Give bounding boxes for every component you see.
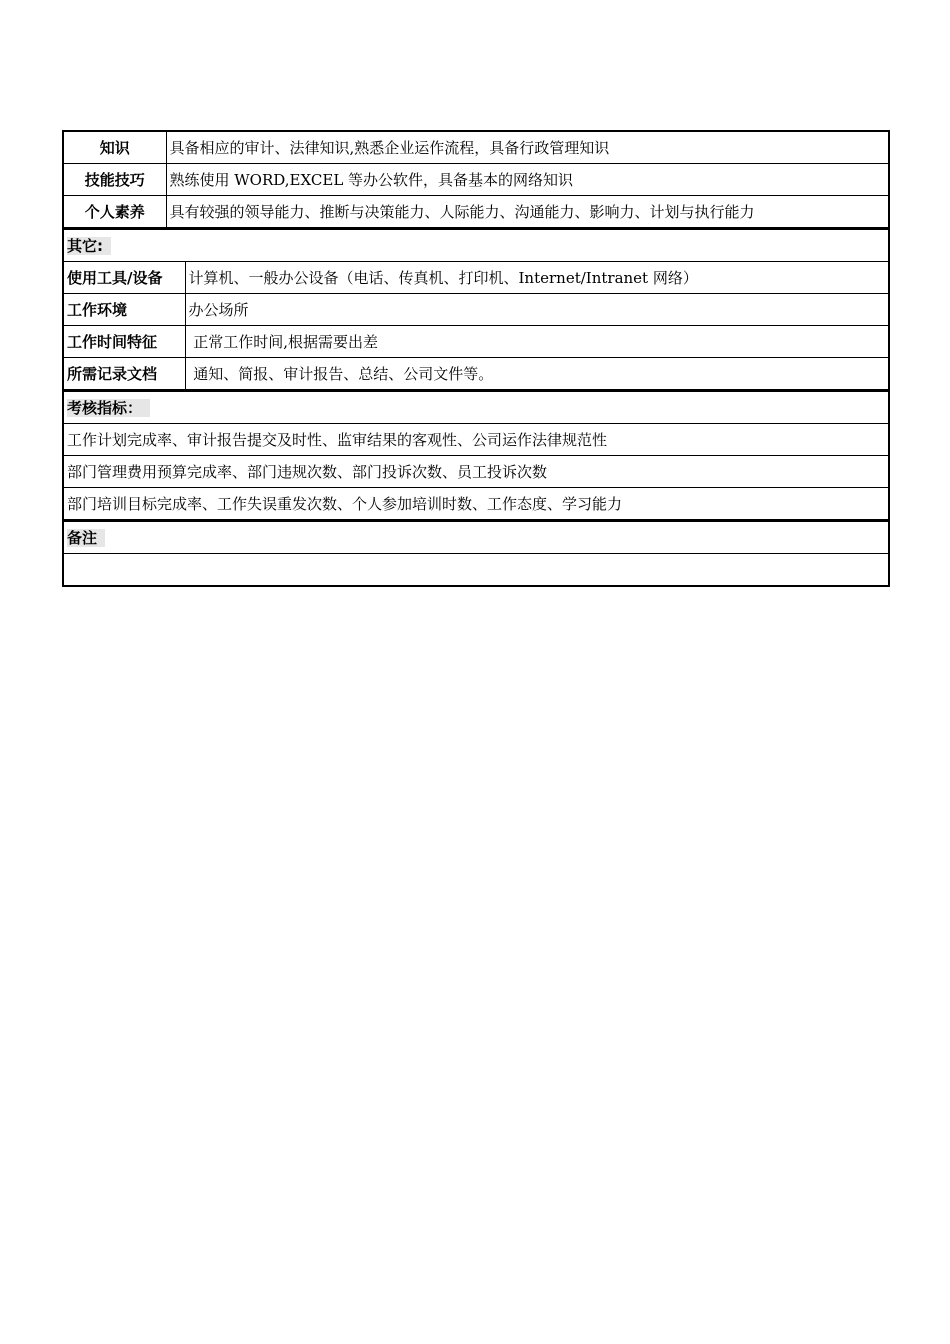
other-section-title: 其它: — [67, 237, 111, 255]
notes-header-row — [63, 522, 889, 554]
notes-section-title: 备注 — [67, 529, 105, 547]
notes-content — [63, 554, 889, 587]
assessment-item-3: 部门培训目标完成率、工作失误重发次数、个人参加培训时数、工作态度、学习能力 — [63, 488, 889, 521]
assessment-item-row — [63, 456, 889, 488]
tools-equipment-label: 使用工具/设备 — [63, 262, 185, 294]
knowledge-value: 具备相应的审计、法律知识,熟悉企业运作流程，具备行政管理知识 — [166, 131, 889, 164]
knowledge-row — [63, 131, 889, 164]
other-table — [62, 229, 890, 391]
assessment-item-1: 工作计划完成率、审计报告提交及时性、监审结果的客观性、公司运作法律规范性 — [63, 424, 889, 456]
assessment-item-2: 部门管理费用预算完成率、部门违规次数、部门投诉次数、员工投诉次数 — [63, 456, 889, 488]
assessment-item-row — [63, 424, 889, 456]
skill-techniques-label: 技能技巧 — [63, 164, 166, 196]
work-time-label: 工作时间特征 — [63, 326, 185, 358]
knowledge-label: 知识 — [63, 131, 166, 164]
required-documents-row — [63, 358, 889, 391]
assessment-table — [62, 391, 890, 521]
skills-table — [62, 130, 890, 229]
personal-quality-value: 具有较强的领导能力、推断与决策能力、人际能力、沟通能力、影响力、计划与执行能力 — [166, 196, 889, 229]
personal-quality-label: 个人素养 — [63, 196, 166, 229]
job-description-sheet — [62, 130, 888, 587]
other-header-row — [63, 230, 889, 262]
work-time-row — [63, 326, 889, 358]
required-documents-label: 所需记录文档 — [63, 358, 185, 391]
notes-content-row — [63, 554, 889, 587]
work-time-value: 正常工作时间,根据需要出差 — [185, 326, 889, 358]
assessment-section-title: 考核指标： — [67, 399, 150, 417]
notes-table — [62, 521, 890, 587]
tools-equipment-value: 计算机、一般办公设备（电话、传真机、打印机、Internet/Intranet 网络） — [185, 262, 889, 294]
work-environment-value: 办公场所 — [185, 294, 889, 326]
required-documents-value: 通知、简报、审计报告、总结、公司文件等。 — [185, 358, 889, 391]
skill-techniques-row — [63, 164, 889, 196]
tools-equipment-row — [63, 262, 889, 294]
assessment-item-row — [63, 488, 889, 521]
work-environment-row — [63, 294, 889, 326]
work-environment-label: 工作环境 — [63, 294, 185, 326]
skill-techniques-value: 熟练使用 WORD,EXCEL 等办公软件，具备基本的网络知识 — [166, 164, 889, 196]
personal-quality-row — [63, 196, 889, 229]
assessment-header-row — [63, 392, 889, 424]
